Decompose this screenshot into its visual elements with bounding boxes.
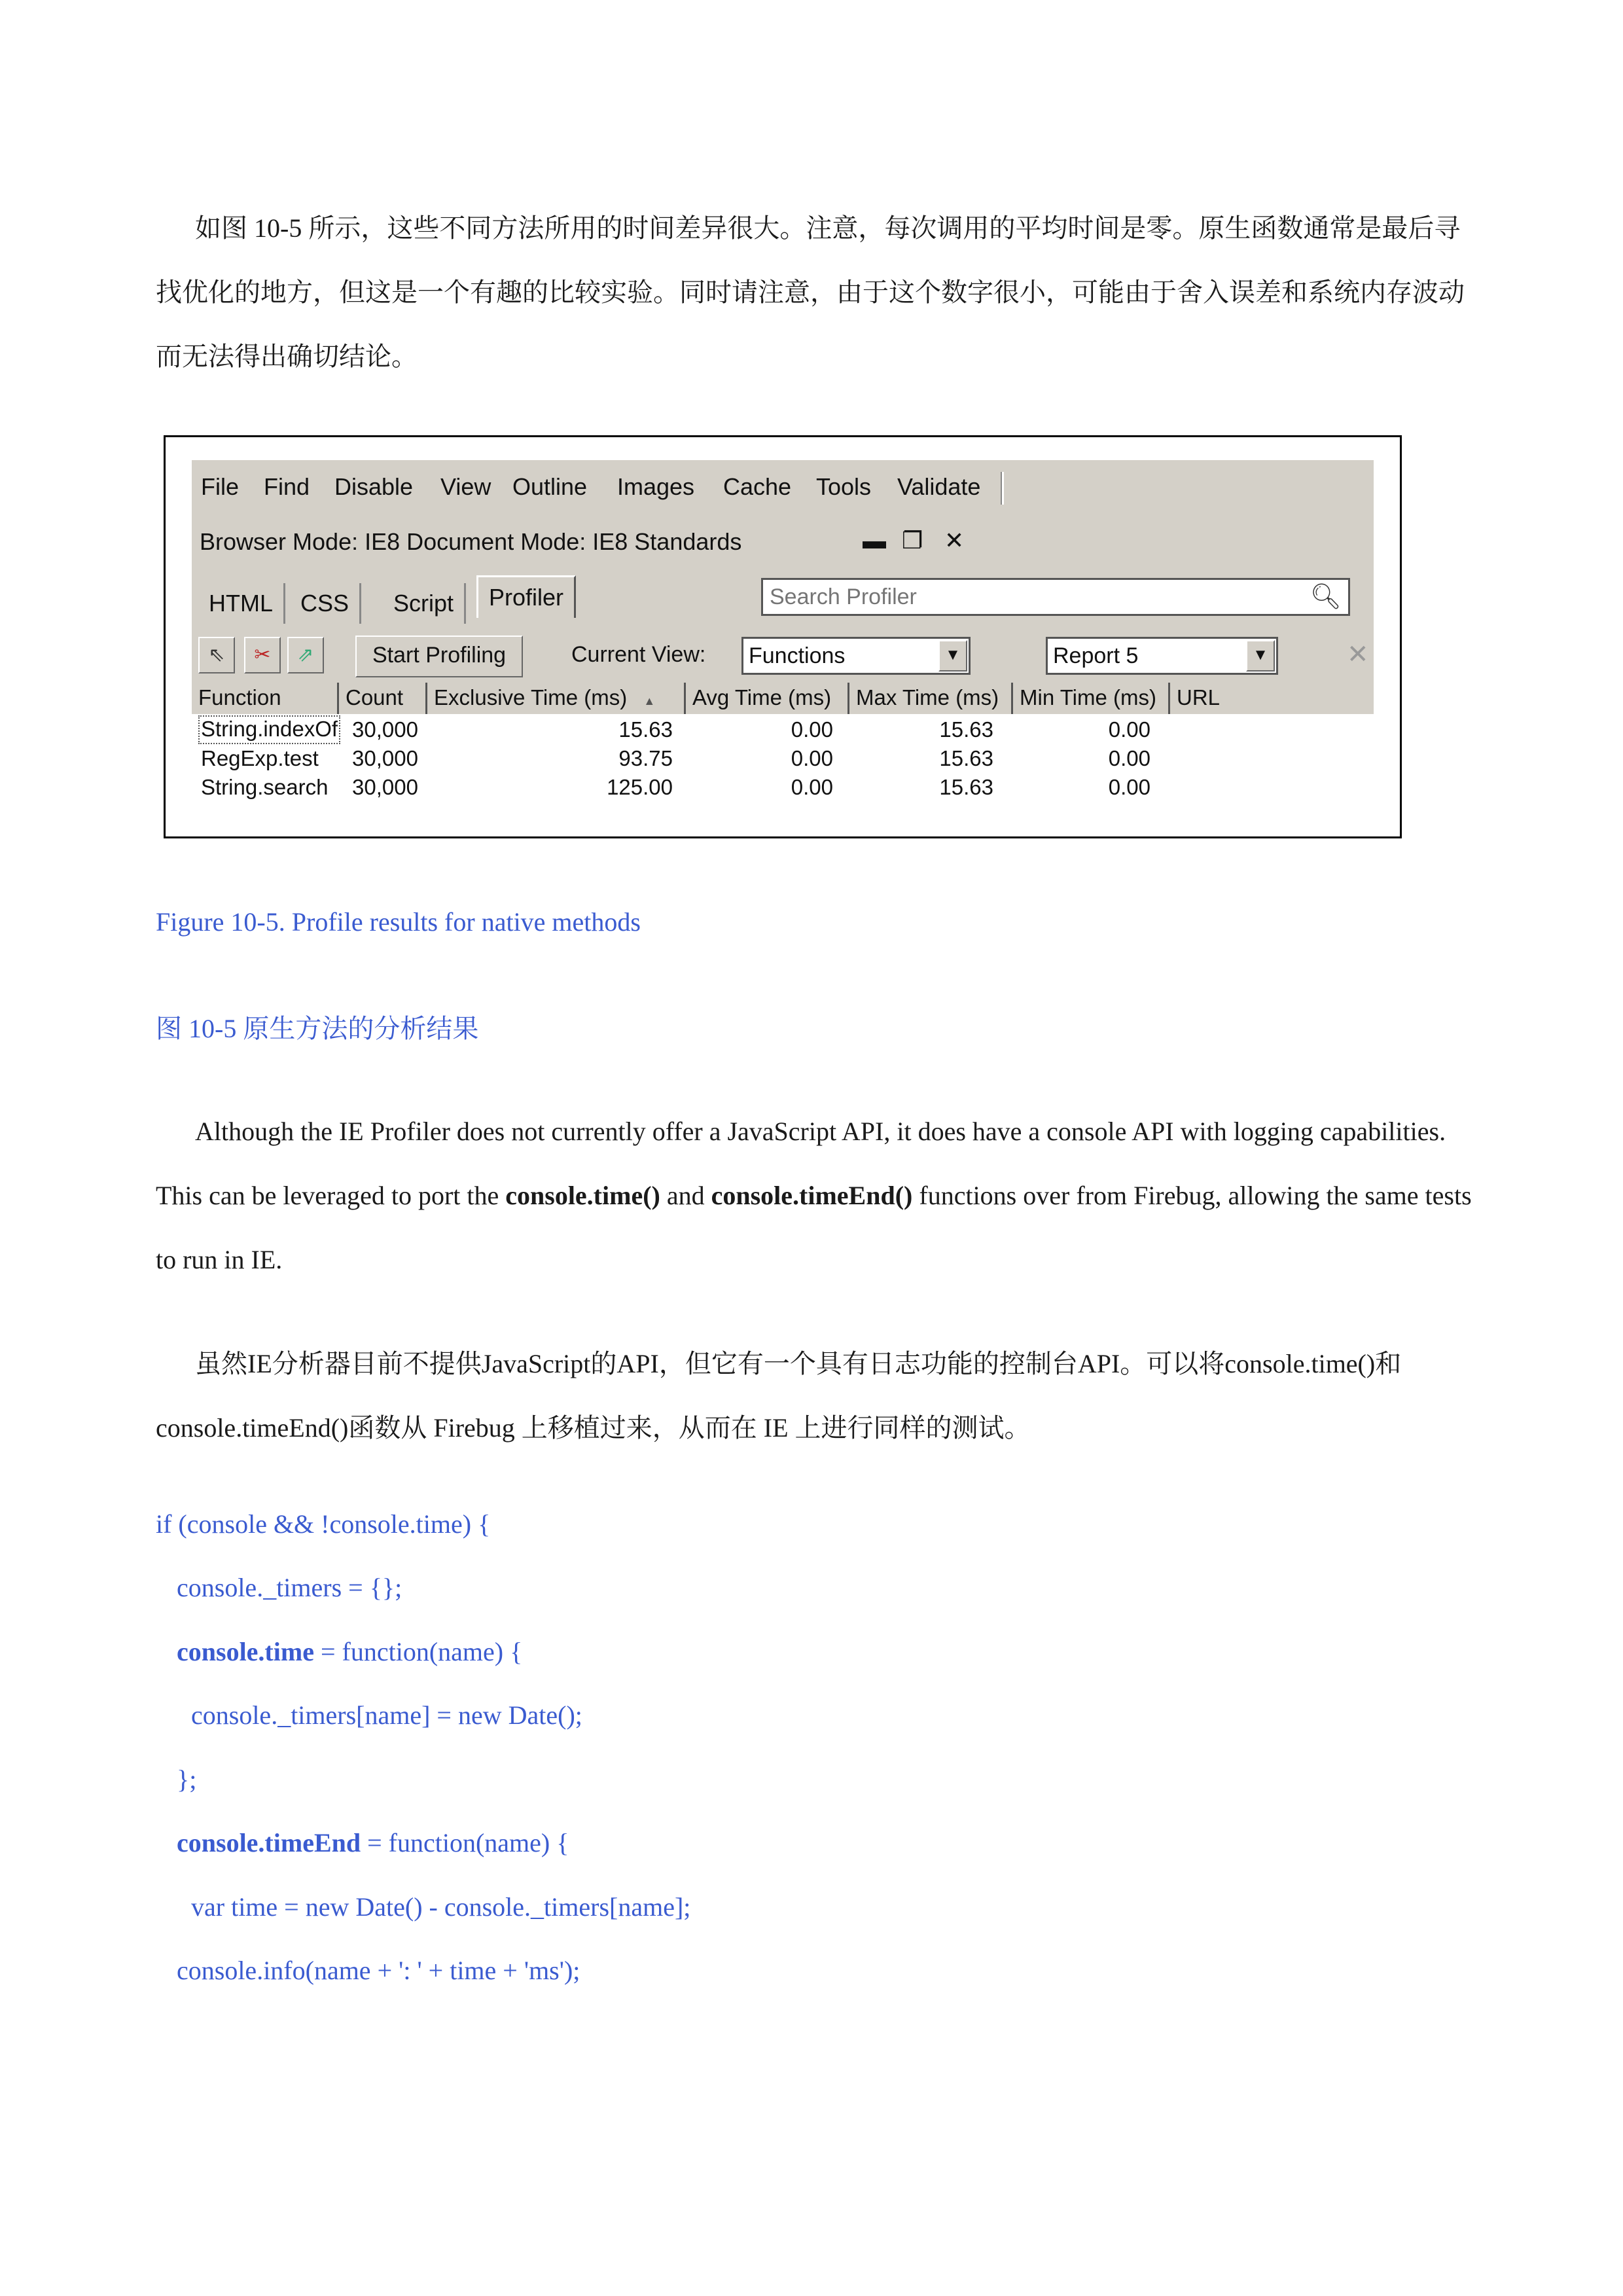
tab-html[interactable]: HTML (198, 583, 285, 624)
code-line-6 (177, 1827, 569, 1858)
search-profiler-box (761, 578, 1350, 616)
view-select-value: Functions (749, 643, 846, 668)
code-line-2: console._timers = {}; (177, 1573, 402, 1602)
cell-max: 15.63 (939, 746, 993, 770)
cell-function: String.indexOf (198, 715, 340, 744)
code-console-time: console.time (177, 1637, 314, 1666)
english-text-1: Although the IE Profiler does not currently offer a JavaScript API, it does have a console API with logging capabilities. This can be leveraged to port the (156, 1117, 1446, 1210)
code-line-4: console._timers[name] = new Date(); (191, 1700, 582, 1730)
chinese-paragraph (156, 1332, 1484, 1460)
table-row[interactable] (192, 773, 1374, 802)
view-select[interactable] (741, 637, 971, 675)
cell-avg: 0.00 (791, 775, 833, 799)
col-function[interactable]: Function (192, 683, 339, 714)
chevron-down-icon[interactable]: ▼ (1246, 640, 1275, 672)
figure-frame (164, 435, 1402, 838)
console-timeend-bold: console.timeEnd() (711, 1181, 913, 1210)
col-url[interactable]: URL (1177, 685, 1221, 709)
col-min-time[interactable]: Min Time (ms) (1013, 683, 1170, 714)
menu-separator (1001, 472, 1004, 505)
search-input[interactable] (763, 580, 1308, 614)
cell-count: 30,000 (352, 717, 418, 742)
code-line-7: var time = new Date() - console._timers[name]; (191, 1892, 691, 1922)
intro-text: 如图 10-5 所示，这些不同方法所用的时间差异很大。注意，每次调用的平均时间是零。原生函数通常是最后寻找优化的地方，但这是一个有趣的比较实验。同时请注意，由于这个数字很小，可能由于舍入误差和系统内存波动而无法得出确切结论。 (156, 213, 1465, 371)
menu-validate[interactable]: Validate (897, 473, 981, 500)
cell-avg: 0.00 (791, 746, 833, 770)
english-text-3: functions over from Firebug, allowing the same tests to run in IE. (156, 1181, 1472, 1274)
figure-caption-en: Figure 10-5. Profile results for native methods (156, 907, 641, 937)
code-console-timeend: console.timeEnd (177, 1828, 361, 1857)
cell-max: 15.63 (939, 717, 993, 742)
console-time-bold: console.time() (505, 1181, 660, 1210)
cell-exclusive: 15.63 (618, 717, 673, 742)
close-report-icon[interactable]: ✕ (1347, 640, 1369, 669)
menu-bar (192, 460, 1374, 514)
cell-min: 0.00 (1108, 717, 1150, 742)
menu-view[interactable]: View (440, 473, 491, 500)
search-icon[interactable]: 🔍︎ (1310, 583, 1342, 611)
english-paragraph (156, 1100, 1484, 1292)
col-exclusive-label: Exclusive Time (ms) (434, 685, 628, 709)
cell-min: 0.00 (1108, 775, 1150, 799)
table-row[interactable] (192, 744, 1374, 773)
clear-icon[interactable]: ✂ (244, 637, 281, 673)
cell-function: RegExp.test (201, 746, 319, 770)
menu-outline[interactable]: Outline (512, 473, 588, 500)
cell-exclusive: 93.75 (618, 746, 673, 770)
minimize-icon[interactable]: ▬ (863, 527, 886, 554)
col-exclusive-time[interactable] (427, 683, 686, 714)
report-select-value: Report 5 (1053, 643, 1139, 668)
code-line-3-rest: = function(name) { (313, 1637, 523, 1666)
tab-profiler[interactable]: Profiler (476, 575, 576, 618)
english-text-2: and (660, 1181, 711, 1210)
cell-avg: 0.00 (791, 717, 833, 742)
menu-disable[interactable]: Disable (334, 473, 414, 500)
restore-icon[interactable]: ❐ (902, 527, 923, 554)
code-line-5: }; (177, 1765, 197, 1794)
chinese-text: 虽然IE分析器目前不提供JavaScript的API，但它有一个具有日志功能的控制台API。可以将console.time()和 console.timeEnd()函数从 Firebug 上移植过来，从而在 IE 上进行同样的测试。 (156, 1349, 1402, 1443)
select-cursor-icon[interactable]: ⇖ (198, 637, 235, 673)
tab-bar (192, 571, 1374, 630)
menu-cache[interactable]: Cache (723, 473, 792, 500)
close-icon[interactable]: ✕ (944, 527, 965, 554)
tab-script[interactable]: Script (383, 583, 466, 624)
code-line-6-rest: = function(name) { (361, 1828, 569, 1857)
browser-document-mode[interactable]: Browser Mode: IE8 Document Mode: IE8 Standards (200, 528, 742, 555)
menu-file[interactable]: File (201, 473, 240, 500)
col-avg-time[interactable]: Avg Time (ms) (686, 683, 849, 714)
figure-caption-cn: 图 10-5 原生方法的分析结果 (156, 1014, 479, 1043)
start-profiling-button[interactable]: Start Profiling (355, 636, 523, 677)
mode-bar (192, 514, 1374, 571)
cell-function: String.search (201, 775, 329, 799)
ie-devtools-window (192, 460, 1374, 810)
export-icon[interactable]: ⇗ (287, 637, 324, 673)
grid-header (192, 683, 1374, 714)
menu-tools[interactable]: Tools (816, 473, 872, 500)
code-line-8: console.info(name + ': ' + time + 'ms'); (177, 1956, 580, 1985)
intro-paragraph (156, 196, 1484, 389)
table-row[interactable] (192, 715, 1374, 744)
cell-max: 15.63 (939, 775, 993, 799)
menu-find[interactable]: Find (264, 473, 310, 500)
cell-count: 30,000 (352, 746, 418, 770)
profiler-toolbar (192, 630, 1374, 683)
profile-results-grid (192, 683, 1374, 810)
col-max-time[interactable]: Max Time (ms) (849, 683, 1013, 714)
menu-images[interactable]: Images (617, 473, 695, 500)
code-line-1: if (console && !console.time) { (156, 1509, 491, 1539)
sort-ascending-icon: ▲ (643, 694, 656, 708)
current-view-label: Current View: (571, 642, 706, 667)
chevron-down-icon[interactable]: ▼ (938, 640, 967, 672)
cell-min: 0.00 (1108, 746, 1150, 770)
cell-count: 30,000 (352, 775, 418, 799)
tab-css[interactable]: CSS (290, 583, 361, 624)
cell-exclusive: 125.00 (607, 775, 673, 799)
code-line-3 (177, 1636, 522, 1667)
col-count[interactable]: Count (339, 683, 427, 714)
report-select[interactable] (1046, 637, 1278, 675)
